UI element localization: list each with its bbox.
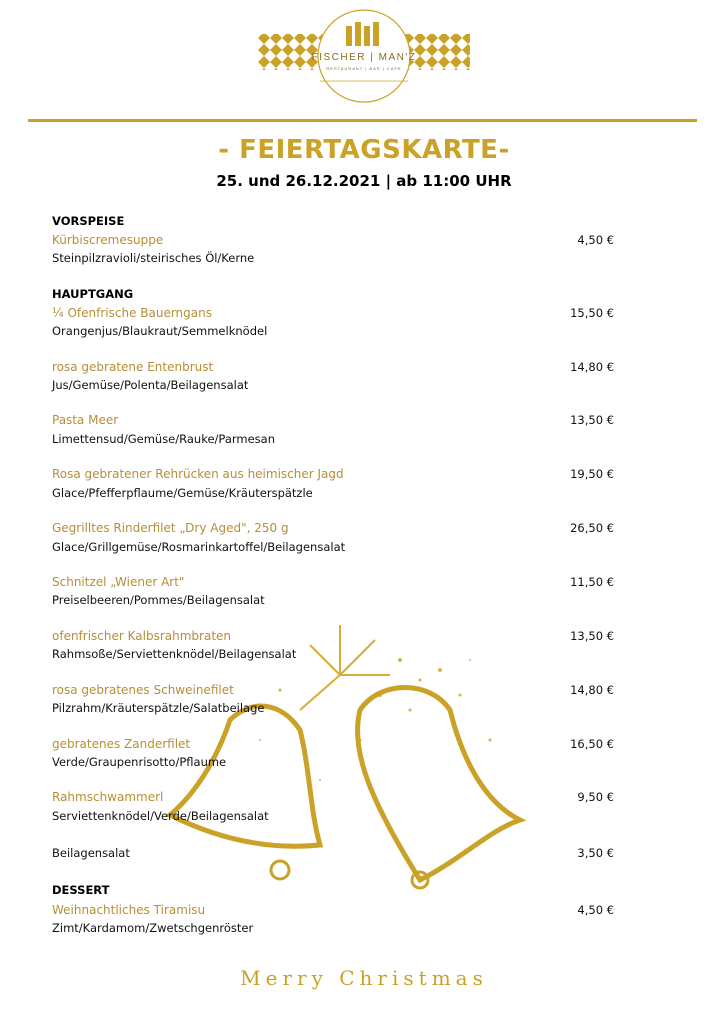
dish-name: Pasta Meer <box>52 413 119 427</box>
dish-name: Beilagensalat <box>52 846 130 860</box>
dish-price: 16,50 € <box>570 737 614 751</box>
dish-name: Gegrilltes Rinderfilet „Dry Aged", 250 g <box>52 521 289 535</box>
dish-price: 14,80 € <box>570 360 614 374</box>
dish-price: 13,50 € <box>570 629 614 643</box>
dish-description: Orangenjus/Blaukraut/Semmelknödel <box>52 324 268 338</box>
dish-price: 19,50 € <box>570 467 614 481</box>
dish-name: Rosa gebratener Rehrücken aus heimischer Jagd <box>52 467 344 481</box>
dish-price: 13,50 € <box>570 413 614 427</box>
dish-description: Glace/Grillgemüse/Rosmarinkartoffel/Beilagensalat <box>52 540 346 554</box>
dish-price: 3,50 € <box>577 846 614 860</box>
section-vorspeise: VORSPEISE <box>52 214 125 228</box>
dish-name: rosa gebratenes Schweinefilet <box>52 683 234 697</box>
section-dessert: DESSERT <box>52 883 110 897</box>
event-dates: 25. und 26.12.2021 | ab 11:00 UHR <box>216 172 512 190</box>
dish-price: 26,50 € <box>570 521 614 535</box>
christmas-bells-icon <box>160 600 540 900</box>
dish-name: Schnitzel „Wiener Art" <box>52 575 185 589</box>
dish-name: gebratenes Zanderfilet <box>52 737 191 751</box>
dish-price: 4,50 € <box>577 903 614 917</box>
dish-description: Zimt/Kardamom/Zwetschgenröster <box>52 921 254 935</box>
dish-description: Pilzrahm/Kräuterspätzle/Salatbeilage <box>52 701 265 715</box>
page-title: - FEIERTAGSKARTE- <box>218 135 510 165</box>
dish-description: Jus/Gemüse/Polenta/Beilagensalat <box>52 378 249 392</box>
section-hauptgang: HAUPTGANG <box>52 287 134 301</box>
dish-description: Preiselbeeren/Pommes/Beilagensalat <box>52 593 265 607</box>
dish-description: Steinpilzravioli/steirisches Öl/Kerne <box>52 251 255 265</box>
dish-name: Weihnachtliches Tiramisu <box>52 903 206 917</box>
dish-name: ¼ Ofenfrische Bauerngans <box>52 306 212 320</box>
dish-price: 9,50 € <box>577 790 614 804</box>
footer-greeting: Merry Christmas <box>240 966 488 990</box>
dish-description: Limettensud/Gemüse/Rauke/Parmesan <box>52 432 276 446</box>
logo-subtitle: RESTAURANT | BAR | CAFE <box>326 66 402 71</box>
dish-price: 4,50 € <box>577 233 614 247</box>
dish-description: Rahmsoße/Serviettenknödel/Beilagensalat <box>52 647 297 661</box>
dish-price: 15,50 € <box>570 306 614 320</box>
header-divider <box>28 119 697 122</box>
dish-name: ofenfrischer Kalbsrahmbraten <box>52 629 232 643</box>
dish-description: Glace/Pfefferpflaume/Gemüse/Kräuterspätzle <box>52 486 313 500</box>
dish-name: Rahmschwammerl <box>52 790 164 804</box>
dish-name: Kürbiscremesuppe <box>52 233 164 247</box>
dish-name: rosa gebratene Entenbrust <box>52 360 214 374</box>
dish-description: Serviettenknödel/Verde/Beilagensalat <box>52 809 269 823</box>
dish-price: 11,50 € <box>570 575 614 589</box>
dish-price: 14,80 € <box>570 683 614 697</box>
dish-description: Verde/Graupenrisotto/Pflaume <box>52 755 227 769</box>
logo-name: FISCHER | MAN'Z <box>311 52 417 63</box>
